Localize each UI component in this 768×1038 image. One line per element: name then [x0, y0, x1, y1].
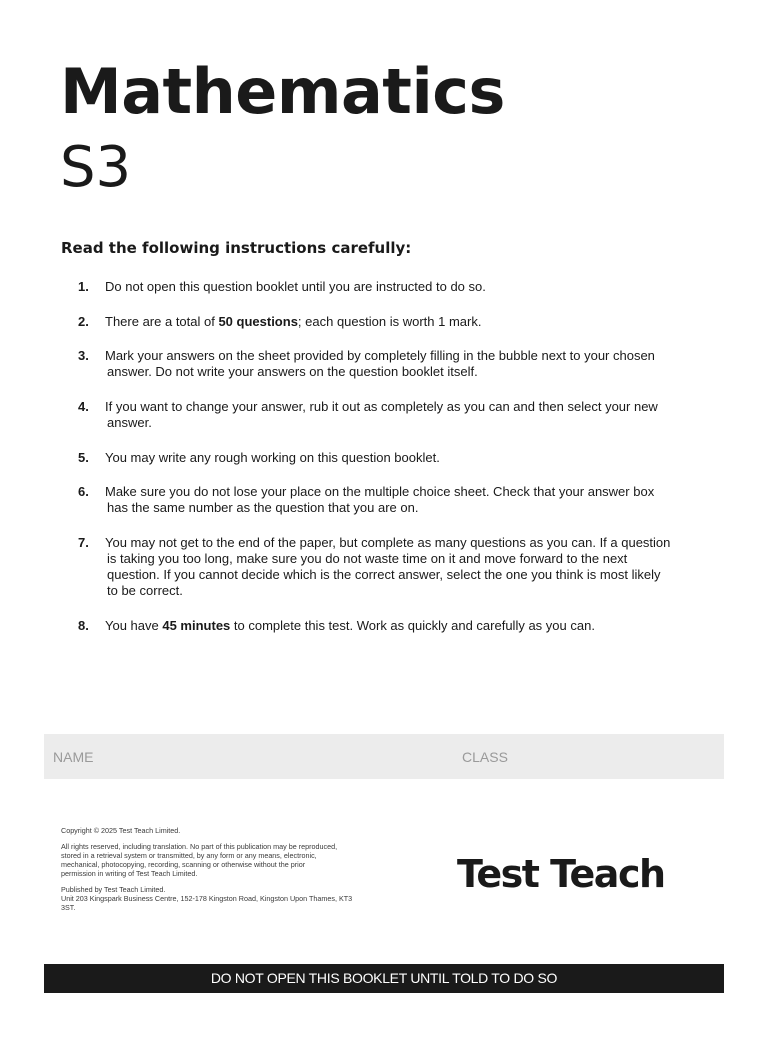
instruction-item-1	[78, 279, 698, 295]
instruction-text	[103, 618, 698, 634]
instruction-item-6	[78, 484, 698, 516]
instruction-item-2	[78, 314, 698, 330]
instruction-prefix: There are a total of	[105, 314, 219, 329]
address-line: 3ST.	[61, 903, 76, 912]
instruction-item-3	[78, 348, 698, 380]
instruction-number: 4.	[78, 399, 89, 414]
instruction-line	[105, 314, 698, 330]
rights-text	[61, 842, 391, 878]
instruction-line: You may write any rough working on this question booklet.	[105, 450, 440, 465]
class-field[interactable]: CLASS	[462, 749, 508, 765]
page-title: Mathematics	[60, 55, 505, 128]
instruction-line	[105, 618, 698, 634]
instruction-number: 8.	[78, 618, 89, 633]
warning-text: DO NOT OPEN THIS BOOKLET UNTIL TOLD TO DO SO	[210, 970, 558, 986]
instruction-number: 3.	[78, 348, 89, 363]
instruction-suffix: to complete this test. Work as quickly and carefully as you can.	[230, 618, 595, 633]
instruction-suffix: ; each question is worth 1 mark.	[297, 314, 482, 329]
instruction-item-4	[78, 399, 698, 431]
instruction-number: 2.	[78, 314, 89, 329]
instruction-text	[103, 279, 698, 295]
warning-banner	[44, 964, 724, 993]
instruction-item-5	[78, 450, 698, 466]
publisher-text	[61, 885, 391, 912]
instruction-text	[103, 348, 698, 380]
address-line: Unit 203 Kingspark Business Centre, 152-178 Kingston Road, Kingston Upon Thames, KT3	[61, 894, 353, 903]
instruction-text	[103, 535, 698, 599]
instruction-line: If you want to change your answer, rub it out as completely as you can and then select your new	[105, 399, 658, 414]
instruction-line: question. If you cannot decide which is the correct answer, select the one you think is most likely	[107, 567, 661, 582]
instruction-item-7	[78, 535, 698, 599]
name-field[interactable]: NAME	[53, 749, 94, 765]
instructions-heading: Read the following instructions carefully:	[61, 239, 412, 257]
instruction-line: is taking you too long, make sure you do not waste time on it and move forward to the next	[107, 551, 628, 566]
rights-line: permission in writing of Test Teach Limited.	[61, 869, 198, 878]
rights-line: stored in a retrieval system or transmitted, by any form or any means, electronic,	[61, 851, 317, 860]
instruction-line: Do not open this question booklet until you are instructed to do so.	[105, 279, 486, 294]
copyright-text	[61, 826, 391, 835]
instruction-number: 5.	[78, 450, 89, 465]
test-teach-logo: Test Teach	[457, 852, 665, 896]
time-limit: 45 minutes	[162, 618, 231, 633]
instruction-line: has the same number as the question that you are on.	[107, 500, 419, 515]
published-by-line: Published by Test Teach Limited.	[61, 885, 166, 894]
instruction-line: to be correct.	[107, 583, 183, 598]
instruction-item-8	[78, 618, 698, 634]
instruction-number: 7.	[78, 535, 89, 550]
question-count: 50 questions	[218, 314, 298, 329]
instruction-prefix: You have	[105, 618, 163, 633]
instruction-number: 6.	[78, 484, 89, 499]
instruction-text	[103, 399, 698, 431]
rights-line: All rights reserved, including translation. No part of this publication may be reproduced,	[61, 842, 338, 851]
instruction-text	[103, 484, 698, 516]
instruction-text	[103, 314, 698, 330]
instruction-text	[103, 450, 698, 466]
rights-line: mechanical, photocopying, recording, scanning or otherwise without the prior	[61, 860, 306, 869]
page-subtitle: S3	[60, 135, 132, 200]
instruction-line: answer. Do not write your answers on the question booklet itself.	[107, 364, 478, 379]
legal-notice	[61, 826, 391, 919]
instruction-line: Make sure you do not lose your place on the multiple choice sheet. Check that your answer box	[105, 484, 655, 499]
copyright-line: Copyright © 2025 Test Teach Limited.	[61, 826, 181, 835]
instruction-number: 1.	[78, 279, 89, 294]
instruction-line: Mark your answers on the sheet provided by completely filling in the bubble next to your chosen	[105, 348, 655, 363]
name-class-bar	[44, 734, 724, 779]
instruction-line: answer.	[107, 415, 152, 430]
instruction-line: You may not get to the end of the paper, but complete as many questions as you can. If a question	[105, 535, 671, 550]
